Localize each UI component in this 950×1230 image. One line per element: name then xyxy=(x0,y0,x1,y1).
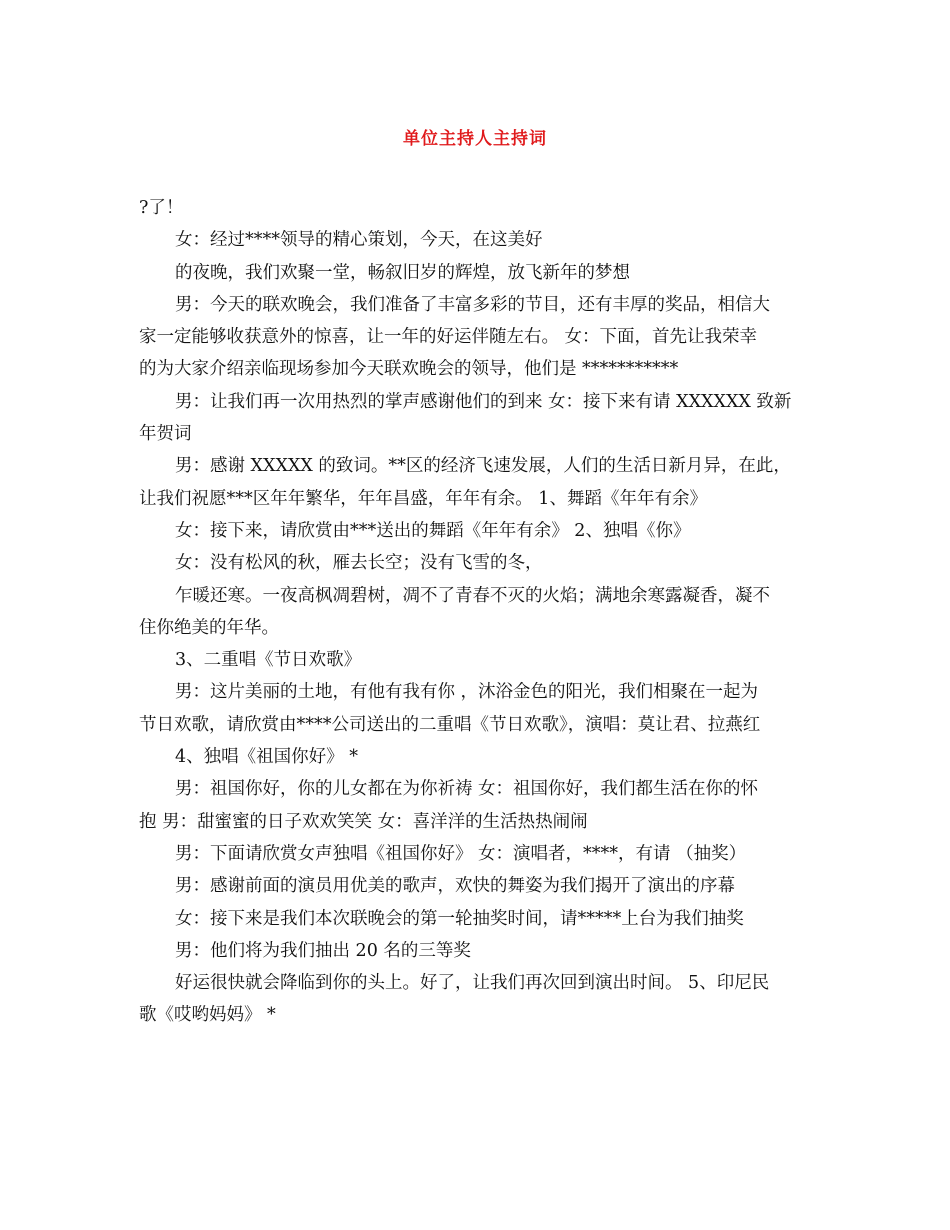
text-line: 年贺词 xyxy=(139,424,192,445)
text-line: ?了！ xyxy=(139,198,184,218)
text-line: 住你绝美的年华。 xyxy=(139,617,279,638)
text-line: 好运很快就会降临到你的头上。好了，让我们再次回到演出时间。 5、印尼民 xyxy=(175,973,770,994)
text-line: 男：下面请欣赏女声独唱《祖国你好》 女：演唱者，****，有请 （抽奖） xyxy=(175,843,747,864)
text-line: 抱 男：甜蜜蜜的日子欢欢笑笑 女：喜洋洋的生活热热闹闹 xyxy=(139,811,588,832)
text-line: 的为大家介绍亲临现场参加今天联欢晚会的领导，他们是 *********** xyxy=(139,359,679,380)
text-line: 4、独唱《祖国你好》 * xyxy=(175,747,358,768)
text-line: 男：他们将为我们抽出 20 名的三等奖 xyxy=(175,940,471,961)
text-line: 男：今天的联欢晚会，我们准备了丰富多彩的节目，还有丰厚的奖品，相信大 xyxy=(175,294,770,315)
text-line: 女：没有松风的秋，雁去长空；没有飞雪的冬， xyxy=(175,553,543,574)
text-line: 男：感谢 XXXXX 的致词。**区的经济飞速发展，人们的生活日新月异，在此， xyxy=(175,456,791,477)
text-line: 歌《哎哟妈妈》 * xyxy=(139,1005,276,1026)
text-line: 男：让我们再一次用热烈的掌声感谢他们的到来 女：接下来有请 XXXXXX 致新 xyxy=(175,391,792,412)
text-line: 让我们祝愿***区年年繁华，年年昌盛，年年有余。 1、舞蹈《年年有余》 xyxy=(139,488,707,509)
text-line: 女：接下来是我们本次联晚会的第一轮抽奖时间，请*****上台为我们抽奖 xyxy=(175,908,744,929)
text-line: 乍暖还寒。一夜高枫凋碧树，凋不了青春不灭的火焰；满地余寒露凝香，凝不 xyxy=(175,585,770,606)
text-line: 女：接下来，请欣赏由***送出的舞蹈《年年有余》 2、独唱《你》 xyxy=(175,520,691,541)
text-line: 3、二重唱《节日欢歌》 xyxy=(175,650,362,671)
text-line: 男：祖国你好，你的儿女都在为你祈祷 女：祖国你好，我们都生活在你的怀 xyxy=(175,779,759,800)
text-line: 男：感谢前面的演员用优美的歌声，欢快的舞姿为我们揭开了演出的序幕 xyxy=(175,876,735,897)
document-body xyxy=(139,192,819,1032)
text-line: 的夜晚，我们欢聚一堂，畅叙旧岁的辉煌，放飞新年的梦想 xyxy=(175,262,630,283)
text-line: 节日欢歌，请欣赏由****公司送出的二重唱《节日欢歌》，演唱：莫让君、拉燕红 xyxy=(139,714,761,735)
document-title: 单位主持人主持词 xyxy=(403,129,547,149)
text-line: 女：经过****领导的精心策划，今天，在这美好 xyxy=(175,230,543,251)
text-line: 家一定能够收获意外的惊喜，让一年的好运伴随左右。 女：下面，首先让我荣幸 xyxy=(139,327,758,348)
text-line: 男：这片美丽的土地，有他有我有你 ，沐浴金色的阳光，我们相聚在一起为 xyxy=(175,682,759,703)
